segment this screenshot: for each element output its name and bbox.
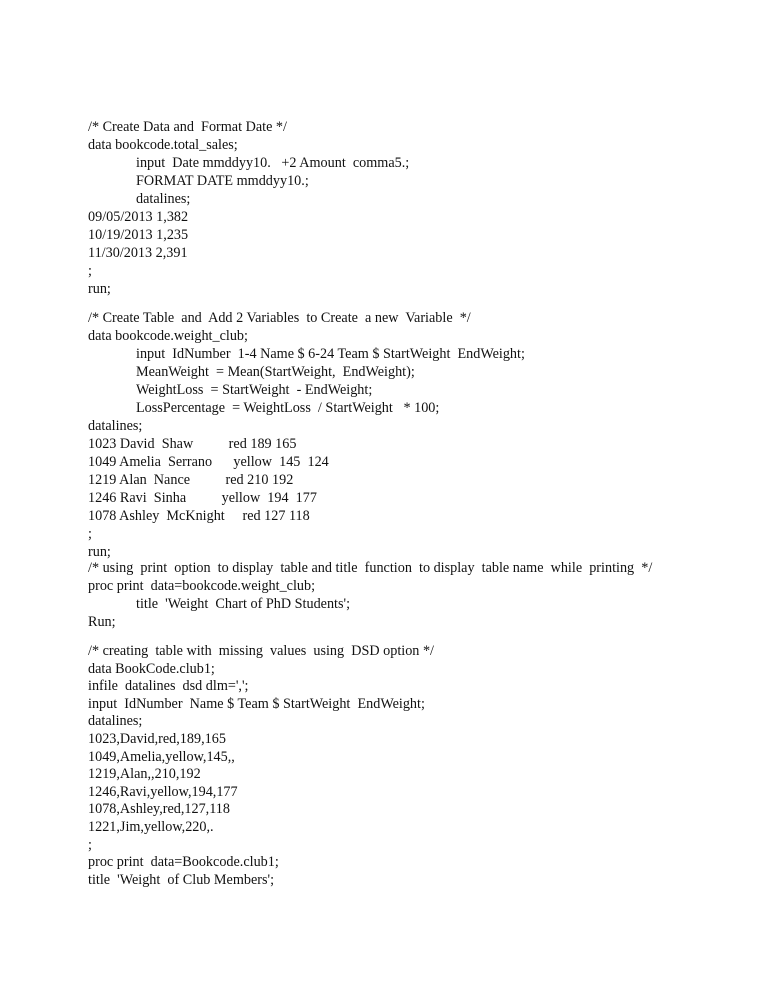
code-line: 1246,Ravi,yellow,194,177 (88, 783, 238, 800)
code-line: ; (88, 836, 92, 853)
code-line: datalines; (88, 713, 143, 730)
code-line: 1078 Ashley McKnight red 127 118 (88, 508, 310, 524)
code-line: input Date mmddyy10. +2 Amount comma5.; (136, 155, 410, 171)
code-block-proc-print (88, 559, 652, 631)
code-line: title 'Weight of Club Members'; (88, 871, 275, 888)
code-line: datalines; (88, 418, 143, 434)
code-line: 1049,Amelia,yellow,145,, (88, 748, 235, 765)
code-line: 10/19/2013 1,235 (88, 227, 189, 243)
code-line: input IdNumber Name $ Team $ StartWeight EndWeight; (88, 695, 425, 712)
code-line: data BookCode.club1; (88, 660, 215, 677)
code-block-club1 (88, 643, 434, 889)
code-line: /* Create Data and Format Date */ (88, 119, 287, 135)
code-line: ; (88, 526, 92, 542)
code-line: title 'Weight Chart of PhD Students'; (136, 596, 351, 612)
code-line: Run; (88, 614, 116, 630)
code-line: 1219,Alan,,210,192 (88, 766, 201, 783)
code-line: 1246 Ravi Sinha yellow 194 177 (88, 490, 317, 506)
code-line: 1023,David,red,189,165 (88, 730, 226, 747)
code-line: /* using print option to display table and title function to display table name while printing */ (88, 560, 653, 576)
code-line: run; (88, 544, 111, 560)
code-line: data bookcode.weight_club; (88, 328, 248, 344)
code-line: 1023 David Shaw red 189 165 (88, 436, 297, 452)
code-line: 09/05/2013 1,382 (88, 209, 189, 225)
code-line: 1221,Jim,yellow,220,. (88, 818, 214, 835)
code-line: /* Create Table and Add 2 Variables to Create a new Variable */ (88, 310, 471, 326)
code-line: input IdNumber 1-4 Name $ 6-24 Team $ StartWeight EndWeight; (136, 346, 525, 362)
code-line: LossPercentage = WeightLoss / StartWeight * 100; (136, 400, 440, 416)
code-line: datalines; (136, 191, 191, 207)
code-line: ; (88, 263, 92, 279)
code-line: data bookcode.total_sales; (88, 137, 238, 153)
code-line: 11/30/2013 2,391 (88, 245, 188, 261)
code-line: run; (88, 281, 111, 297)
code-block-weight-club (88, 309, 525, 561)
code-line: FORMAT DATE mmddyy10.; (136, 173, 309, 189)
code-line: 1219 Alan Nance red 210 192 (88, 472, 294, 488)
code-line: MeanWeight = Mean(StartWeight, EndWeight); (136, 364, 415, 380)
code-line: 1049 Amelia Serrano yellow 145 124 (88, 454, 329, 470)
code-line: proc print data=bookcode.weight_club; (88, 578, 316, 594)
code-line: infile datalines dsd dlm=','; (88, 678, 249, 695)
code-line: WeightLoss = StartWeight - EndWeight; (136, 382, 373, 398)
code-line: 1078,Ashley,red,127,118 (88, 801, 230, 818)
code-line: /* creating table with missing values using DSD option */ (88, 643, 434, 659)
code-block-total-sales (88, 118, 409, 298)
code-line: proc print data=Bookcode.club1; (88, 854, 279, 871)
